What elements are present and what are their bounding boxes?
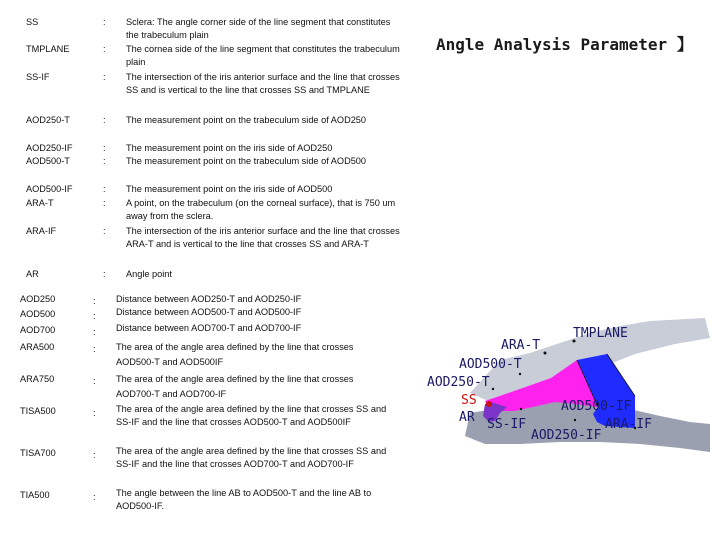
term-aod250-if: AOD250-IF — [26, 143, 73, 153]
definition-ss-if: The intersection of the iris anterior surface and the line that crosses SS and is vertical to the line that crosses SS and TMPLANE — [126, 72, 400, 95]
term-tisa500: TISA500 — [20, 406, 56, 416]
page-title: Angle Analysis Parameter 】 — [436, 35, 693, 54]
definition-aod700: Distance between AOD700-T and AOD700-IF — [116, 323, 302, 333]
aod250-if-point — [574, 419, 576, 421]
colon: : — [93, 492, 96, 502]
definition-aod500-t: The measurement point on the trabeculum side of AOD500 — [126, 156, 367, 166]
colon: : — [103, 226, 106, 236]
ss-label: SS — [461, 393, 477, 408]
aod250-t-label: AOD250-T — [427, 375, 490, 390]
term-ss-if: SS-IF — [26, 72, 50, 82]
colon: : — [103, 115, 106, 125]
aod250-t-point — [492, 388, 494, 390]
colon: : — [93, 408, 96, 418]
term-ar: AR — [26, 269, 39, 279]
aod500-if-label: AOD500-IF — [561, 399, 632, 414]
ss-if-label: SS-IF — [487, 417, 527, 432]
definition-aod500-if: The measurement point on the iris side of AOD500 — [126, 184, 333, 194]
definition-ara-t: A point, on the trabeculum (on the corneal surface), that is 750 um away from the sclera. — [126, 198, 396, 221]
definition-aod500: Distance between AOD500-T and AOD500-IF — [116, 307, 302, 317]
definition-tmplane: The cornea side of the line segment that constitutes the trabeculum plain — [126, 44, 400, 67]
colon: : — [103, 44, 106, 54]
definition-ara-if: The intersection of the iris anterior surface and the line that crosses ARA-T and is vertical to the line that crosses SS and ARA-T — [126, 226, 400, 249]
colon: : — [93, 450, 96, 460]
definition-aod250: Distance between AOD250-T and AOD250-IF — [116, 294, 302, 304]
definition-ss: Sclera: The angle corner side of the line segment that constitutes the trabeculum plain — [126, 17, 391, 40]
tmplane-label: TMPLANE — [573, 326, 628, 341]
colon: : — [103, 17, 106, 27]
term-ara500: ARA500 — [20, 342, 55, 352]
term-aod500-if: AOD500-IF — [26, 184, 73, 194]
term-aod250: AOD250 — [20, 294, 56, 304]
aod500-t-label: AOD500-T — [459, 357, 522, 372]
term-aod500: AOD500 — [20, 309, 56, 319]
aod250-if-label: AOD250-IF — [531, 428, 602, 443]
colon: : — [93, 376, 96, 386]
colon: : — [93, 311, 96, 321]
definition-ar: Angle point — [126, 269, 172, 279]
ara-t-label: ARA-T — [501, 338, 541, 353]
colon: : — [103, 198, 106, 208]
colon: : — [103, 143, 106, 153]
definition-ara500-continued: AOD500-T and AOD500IF — [116, 357, 224, 367]
term-tia500: TIA500 — [20, 490, 50, 500]
term-aod500-t: AOD500-T — [26, 156, 70, 166]
term-aod250-t: AOD250-T — [26, 115, 70, 125]
ss-point — [486, 401, 492, 407]
colon: : — [103, 184, 106, 194]
angle-diagram — [425, 318, 710, 453]
definition-aod250-if: The measurement point on the iris side of AOD250 — [126, 143, 333, 153]
term-ara-if: ARA-IF — [26, 226, 57, 236]
term-tisa700: TISA700 — [20, 448, 56, 458]
colon: : — [103, 269, 106, 279]
term-ara750: ARA750 — [20, 374, 55, 384]
definition-ara500: The area of the angle area defined by the line that crosses — [116, 342, 354, 352]
definition-ara750-continued: AOD700-T and AOD700-IF — [116, 389, 227, 399]
term-aod700: AOD700 — [20, 325, 56, 335]
colon: : — [103, 156, 106, 166]
colon: : — [103, 72, 106, 82]
ss-if-point — [520, 408, 522, 410]
ara-if-label: ARA-IF — [605, 417, 652, 432]
definition-tisa500: The area of the angle area defined by the line that crosses SS and SS-IF and the line that crosses AOD500-T and AOD500IF — [116, 404, 387, 427]
colon: : — [93, 344, 96, 354]
term-ara-t: ARA-T — [26, 198, 54, 208]
aod500-t-point — [519, 373, 521, 375]
definition-aod250-t: The measurement point on the trabeculum side of AOD250 — [126, 115, 367, 125]
term-tmplane: TMPLANE — [26, 44, 70, 54]
ara-t-point — [544, 352, 547, 355]
definition-tia500: The angle between the line AB to AOD500-T and the line AB to AOD500-IF. — [116, 488, 372, 511]
definition-tisa700: The area of the angle area defined by the line that crosses SS and SS-IF and the line that crosses AOD700-T and AOD700-IF — [116, 446, 387, 469]
definition-ara750: The area of the angle area defined by the line that crosses — [116, 374, 354, 384]
colon: : — [93, 296, 96, 306]
ar-label: AR — [459, 410, 475, 425]
colon: : — [93, 327, 96, 337]
term-ss: SS — [26, 17, 39, 27]
